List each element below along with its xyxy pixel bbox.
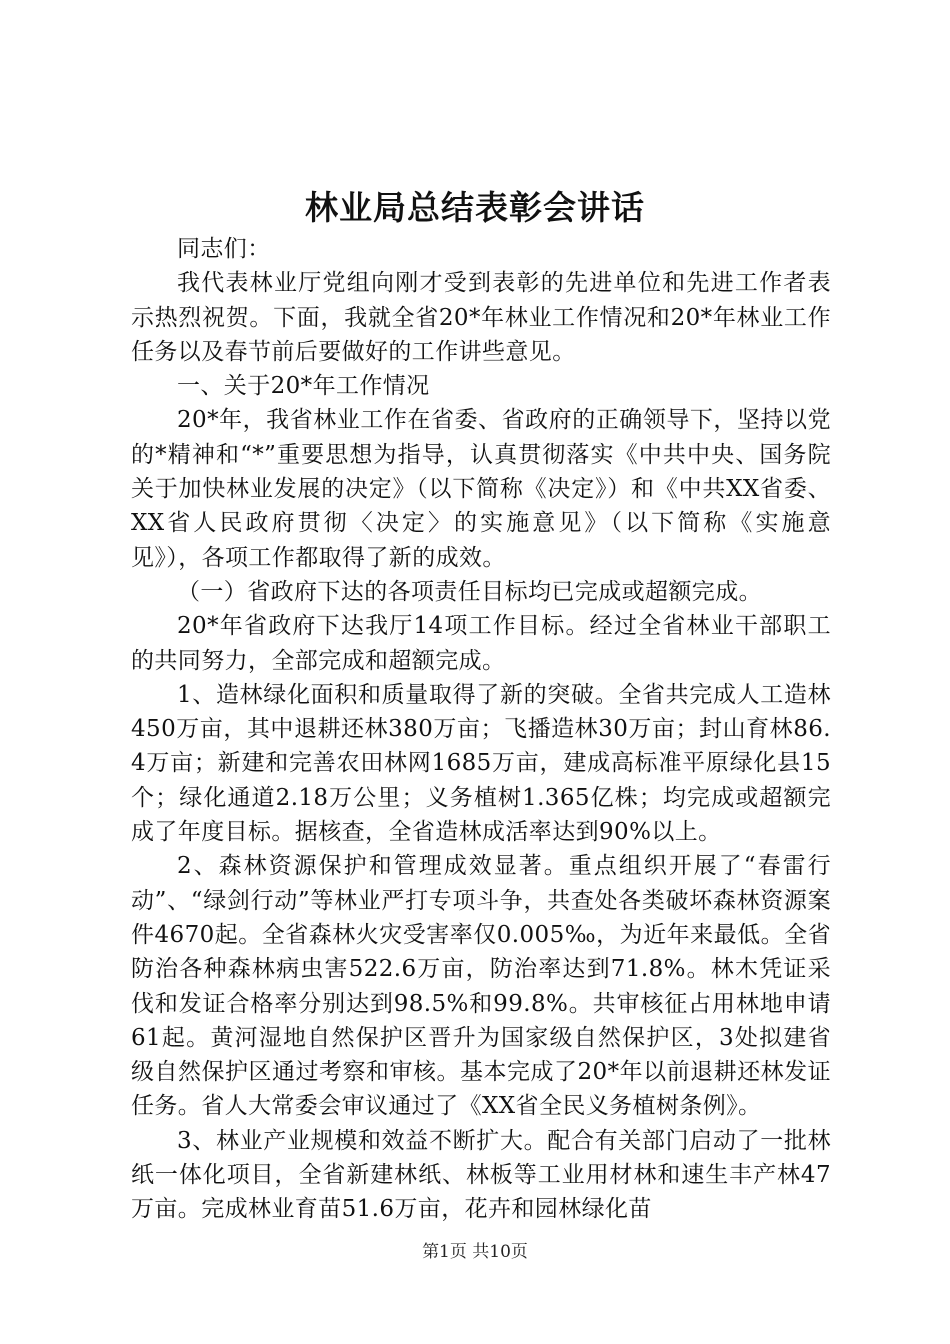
targets-paragraph: 20*年省政府下达我厅14项工作目标。经过全省林业干部职工的共同努力，全部完成和超额完成。 bbox=[131, 613, 831, 674]
intro-paragraph: 我代表林业厅党组向刚才受到表彰的先进单位和先进工作者表示热烈祝贺。下面，我就全省20*年林业工作情况和20*年林业工作任务以及春节前后要做好的工作讲些意见。 bbox=[131, 270, 831, 365]
overview-paragraph: 20*年，我省林业工作在省委、省政府的正确领导下，坚持以党的*精神和“*”重要思想为指导，认真贯彻落实《中共中央、国务院关于加快林业发展的决定》（以下简称《决定》）和《中共XX省委、XX省人民政府贯彻〈决定〉的实施意见》（以下简称《实施意见》），各项工作都取得了新的成效。 bbox=[131, 407, 831, 571]
document-body bbox=[131, 232, 831, 1227]
subsection-heading: （一）省政府下达的各项责任目标均已完成或超额完成。 bbox=[177, 578, 762, 605]
afforestation-paragraph: 1、造林绿化面积和质量取得了新的突破。全省共完成人工造林450万亩，其中退耕还林380万亩；飞播造林30万亩；封山育林86.4万亩；新建和完善农田林网1685万亩，建成高标准平原绿化县15个；绿化通道2.18万公里；义务植树1.365亿株；均完成或超额完成了年度目标。据核查，全省造林成活率达到90%以上。 bbox=[131, 681, 831, 846]
protection-paragraph: 2、森林资源保护和管理成效显著。重点组织开展了“春雷行动”、“绿剑行动”等林业严打专项斗争，共查处各类破坏森林资源案件4670起。全省森林火灾受害率仅0.005‰，为近年来最低。全省防治各种森林病虫害522.6万亩，防治率达到71.8%。林木凭证采伐和发证合格率分别达到98.5%和99.8%。共审核征占用林地申请61起。黄河湿地自然保护区晋升为国家级自然保护区，3处拟建省级自然保护区通过考察和审核。基本完成了20*年以前退耕还林发证任务。省人大常委会审议通过了《XX省全民义务植树条例》。 bbox=[131, 853, 831, 1120]
page-number-footer: 第1页 共10页 bbox=[422, 1242, 528, 1262]
salutation-paragraph: 同志们： bbox=[177, 236, 271, 262]
document-title: 林业局总结表彰会讲话 bbox=[305, 188, 645, 227]
section-heading: 一、关于20*年工作情况 bbox=[177, 373, 430, 400]
industry-paragraph: 3、林业产业规模和效益不断扩大。配合有关部门启动了一批林纸一体化项目，全省新建林纸、林板等工业用材林和速生丰产林47万亩。完成林业育苗51.6万亩，花卉和园林绿化苗 bbox=[131, 1127, 831, 1223]
